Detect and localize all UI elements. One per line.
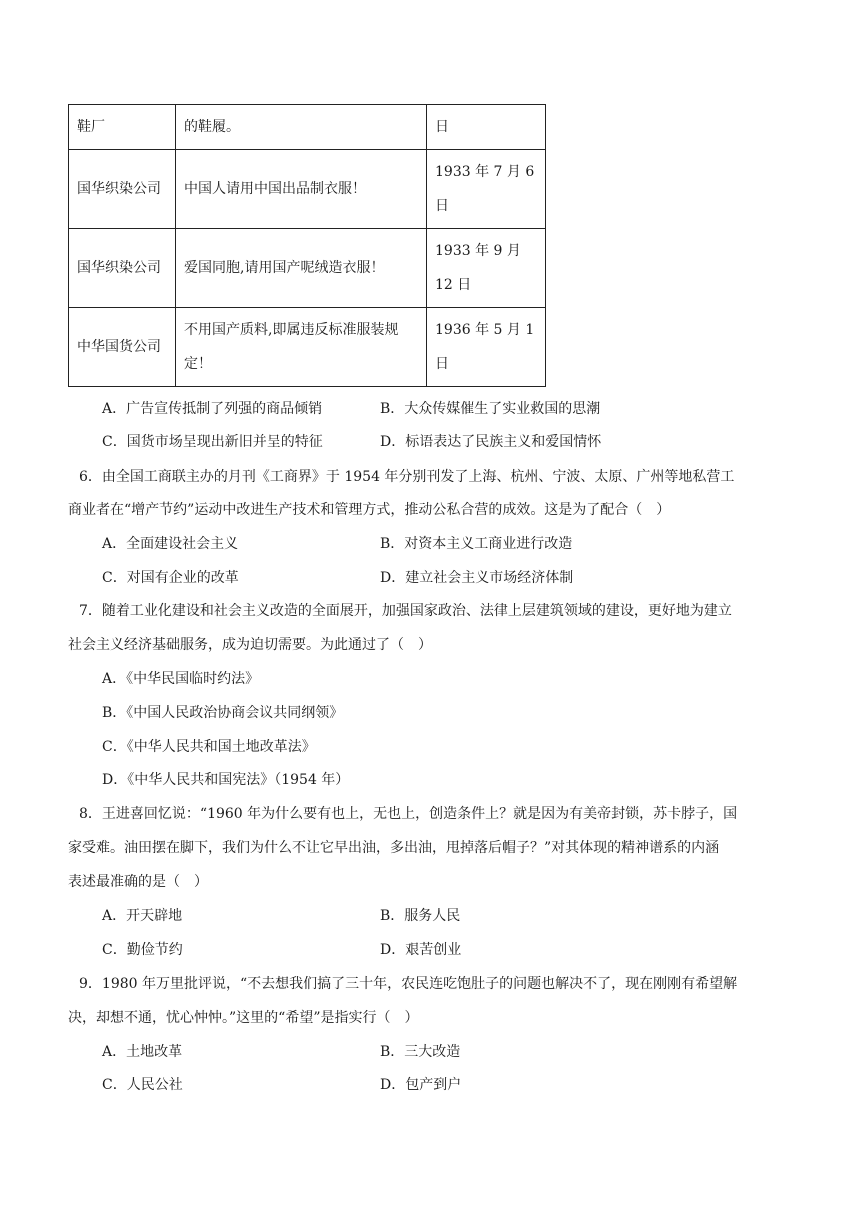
q5-option-a[interactable]: A．广告宣传抵制了列强的商品倾销 xyxy=(102,401,323,417)
q9-option-c[interactable]: C．人民公社 xyxy=(102,1077,183,1093)
q7-option-c[interactable]: C．《中华人民共和国土地改革法》 xyxy=(102,739,316,755)
table-cell-date: 1936 年 5 月 1 日 xyxy=(427,308,546,387)
q8-option-a[interactable]: A．开天辟地 xyxy=(102,908,183,924)
table-cell-slogan: 爱国同胞,请用国产呢绒造衣服！ xyxy=(176,229,427,308)
table-cell-date: 日 xyxy=(427,105,546,150)
q7-option-b[interactable]: B．《中国人民政治协商会议共同纲领》 xyxy=(102,705,344,721)
q6-stem-line: 6．由全国工商联主办的月刊《工商界》于 1954 年分别刊发了上海、杭州、宁波、太原、广州等地私营工 xyxy=(79,469,735,485)
q9-option-b[interactable]: B．三大改造 xyxy=(380,1044,461,1060)
q6-option-c[interactable]: C．对国有企业的改革 xyxy=(102,570,239,586)
table-cell-company: 鞋厂 xyxy=(69,105,176,150)
table-cell-slogan: 中国人请用中国出品制衣服！ xyxy=(176,150,427,229)
table-cell-date: 1933 年 9 月 12 日 xyxy=(427,229,546,308)
q6-option-b[interactable]: B．对资本主义工商业进行改造 xyxy=(380,536,573,552)
table-row xyxy=(69,150,546,229)
q5-option-b[interactable]: B．大众传媒催生了实业救国的思潮 xyxy=(380,401,601,417)
q9-option-a[interactable]: A．土地改革 xyxy=(102,1044,183,1060)
table-cell-date: 1933 年 7 月 6 日 xyxy=(427,150,546,229)
advertisement-table xyxy=(68,104,546,387)
q8-option-c[interactable]: C．勤俭节约 xyxy=(102,942,183,958)
q8-option-b[interactable]: B．服务人民 xyxy=(380,908,461,924)
table-cell-company: 国华织染公司 xyxy=(69,150,176,229)
q5-option-d[interactable]: D．标语表达了民族主义和爱国情怀 xyxy=(380,434,602,450)
q5-option-c[interactable]: C．国货市场呈现出新旧并呈的特征 xyxy=(102,434,323,450)
table-cell-slogan: 的鞋履。 xyxy=(176,105,427,150)
table-row xyxy=(69,229,546,308)
table-row xyxy=(69,308,546,387)
q7-option-a[interactable]: A．《中华民国临时约法》 xyxy=(102,671,260,687)
q7-option-d[interactable]: D．《中华人民共和国宪法》（1954 年） xyxy=(102,772,350,788)
q7-stem-line: 社会主义经济基础服务，成为迫切需要。为此通过了（ ） xyxy=(68,637,432,653)
q9-stem-line: 决，却想不通，忧心忡忡。”这里的“希望”是指实行（ ） xyxy=(68,1010,419,1026)
q9-option-d[interactable]: D．包产到户 xyxy=(380,1077,462,1093)
table-cell-company: 中华国货公司 xyxy=(69,308,176,387)
table-row xyxy=(69,105,546,150)
table-cell-company: 国华织染公司 xyxy=(69,229,176,308)
q8-stem-line: 表述最准确的是（ ） xyxy=(68,874,208,890)
q6-option-a[interactable]: A．全面建设社会主义 xyxy=(102,536,239,552)
q6-stem-line: 商业者在“增产节约”运动中改进生产技术和管理方式，推动公私合营的成效。这是为了配合（ ） xyxy=(68,502,671,518)
q6-option-d[interactable]: D．建立社会主义市场经济体制 xyxy=(380,570,574,586)
q8-option-d[interactable]: D．艰苦创业 xyxy=(380,942,462,958)
q9-stem-line: 9．1980 年万里批评说，“不去想我们搞了三十年，农民连吃饱肚子的问题也解决不了，现在刚刚有希望解 xyxy=(79,976,738,992)
table-cell-slogan: 不用国产质料,即属违反标准服装规定！ xyxy=(176,308,427,387)
q7-stem-line: 7．随着工业化建设和社会主义改造的全面展开，加强国家政治、法律上层建筑领域的建设，更好地为建立 xyxy=(79,603,732,619)
q8-stem-line: 8．王进喜回忆说：“1960 年为什么要有也上，无也上，创造条件上？就是因为有美帝封锁，苏卡脖子，国 xyxy=(79,806,738,822)
q8-stem-line: 家受难。油田摆在脚下，我们为什么不让它早出油，多出油，甩掉落后帽子？”对其体现的精神谱系的内涵 xyxy=(68,840,720,856)
